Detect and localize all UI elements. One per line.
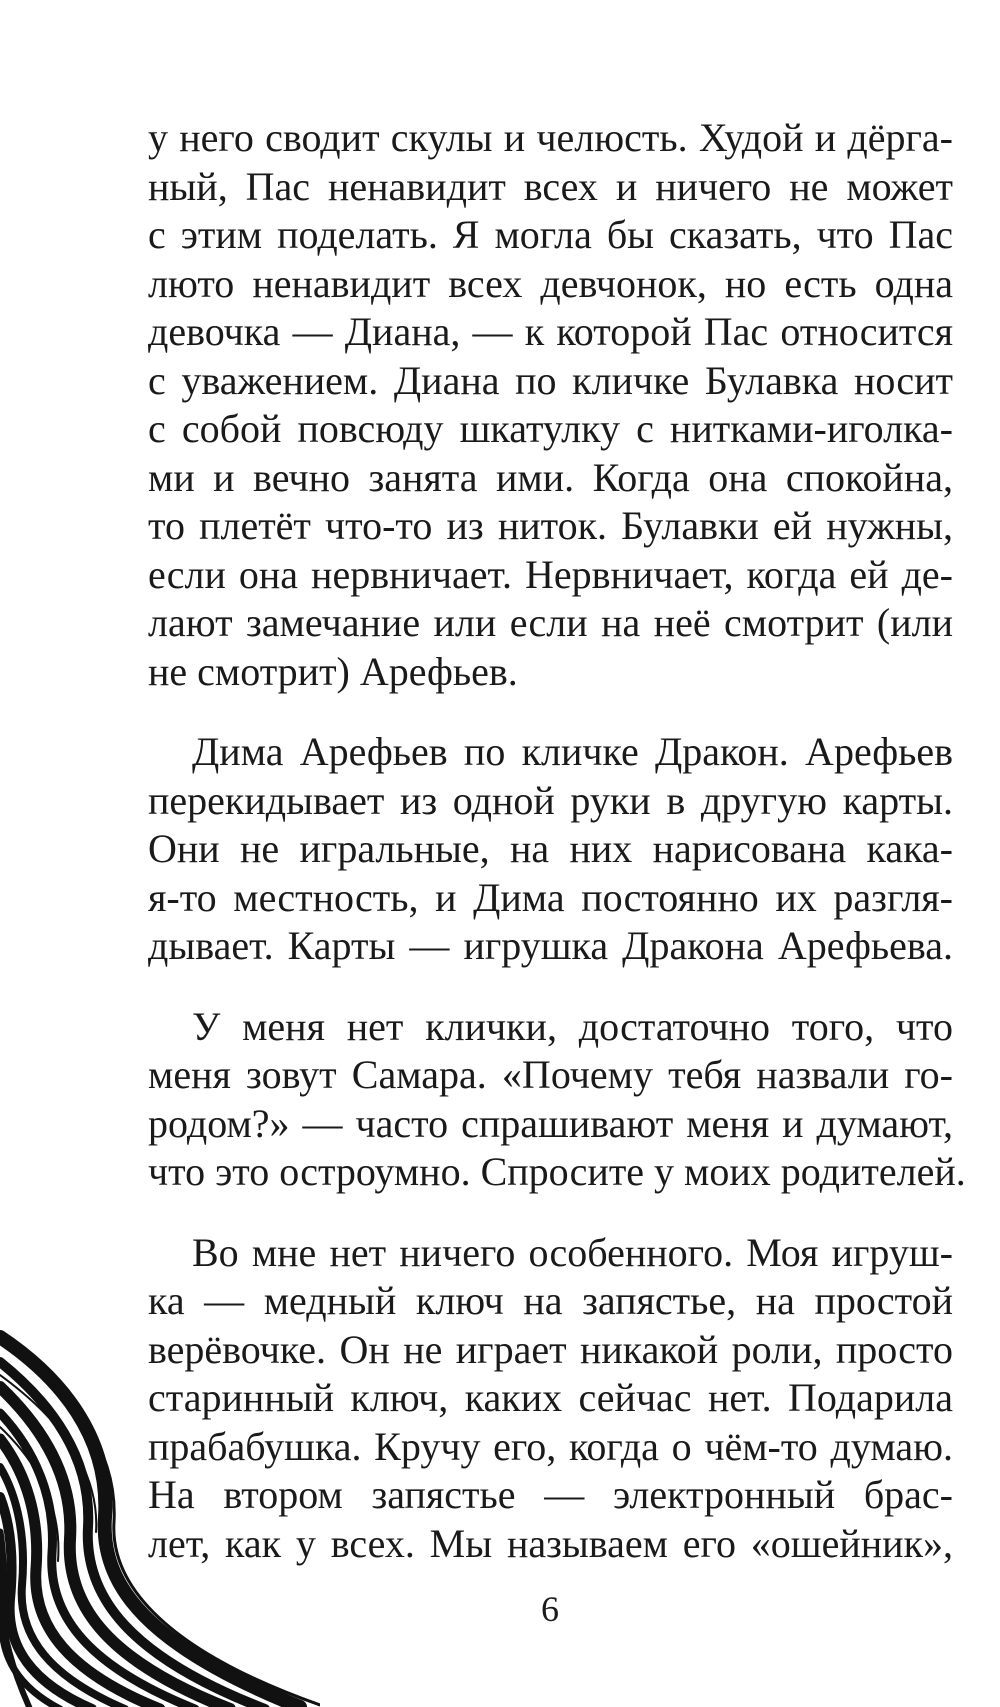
text-line: лет, как у всех. Мы называем его «ошейник», — [148, 1520, 953, 1566]
text-line: У меня нет клички, достаточно того, что — [192, 1003, 953, 1049]
text-line: с уважением. Диана по кличке Булавка носит — [148, 357, 953, 403]
text-line: родом?» — часто спрашивают меня и думают, — [148, 1100, 953, 1146]
text-line: лают замечание или если на неё смотрит (или — [148, 600, 953, 645]
text-line: я-то местность, и Дима постоянно их разгля- — [148, 874, 953, 920]
text-line: то плетёт что-то из ниток. Булавки ей нужны, — [148, 503, 953, 548]
text-line: Во мне нет ничего особенного. Моя игруш- — [192, 1229, 953, 1275]
text-line: дывает. Карты — игрушка Дракона Арефьева. — [148, 923, 953, 968]
text-line: с этим поделать. Я могла бы сказать, что Пас — [148, 212, 953, 257]
text-line: меня зовут Самара. «Почему тебя назвали го- — [148, 1052, 953, 1097]
paragraph — [148, 728, 953, 971]
body-text — [148, 114, 966, 1568]
text-line: не смотрит) Арефьев. — [148, 648, 518, 694]
text-line: верёвочке. Он не играет никакой роли, просто — [148, 1326, 953, 1372]
text-line: люто ненавидит всех девчонок, но есть одна — [148, 260, 953, 306]
text-line: что это остроумно. Спросите у моих родителей. — [148, 1149, 966, 1194]
text-line: ный, Пас ненавидит всех и ничего не может — [148, 163, 953, 209]
text-line: девочка — Диана, — к которой Пас относится — [148, 309, 953, 354]
text-line: старинный ключ, каких сейчас нет. Подарила — [148, 1375, 953, 1420]
paragraph — [148, 114, 953, 696]
text-line: Дима Арефьев по кличке Дракон. Арефьев — [192, 729, 953, 774]
text-line: у него сводит скулы и челюсть. Худой и дёрга- — [148, 115, 953, 160]
text-line: Они не игральные, на них нарисована кака- — [148, 826, 953, 871]
paragraph — [148, 1003, 966, 1197]
text-line: ка — медный ключ на запястье, на простой — [148, 1278, 953, 1323]
text-line: На втором запястье — электронный брас- — [148, 1472, 953, 1517]
text-line: если она нервничает. Нервничает, когда ей де- — [148, 551, 953, 597]
page-number: 6 — [541, 1589, 559, 1629]
text-line: прабабушка. Кручу его, когда о чём-то думаю. — [148, 1423, 953, 1469]
text-line: с собой повсюду шкатулку с нитками-иголка- — [148, 406, 953, 451]
paragraph — [148, 1229, 953, 1569]
text-line: перекидывает из одной руки в другую карты. — [148, 777, 953, 823]
text-line: ми и вечно занята ими. Когда она спокойна, — [148, 454, 953, 500]
